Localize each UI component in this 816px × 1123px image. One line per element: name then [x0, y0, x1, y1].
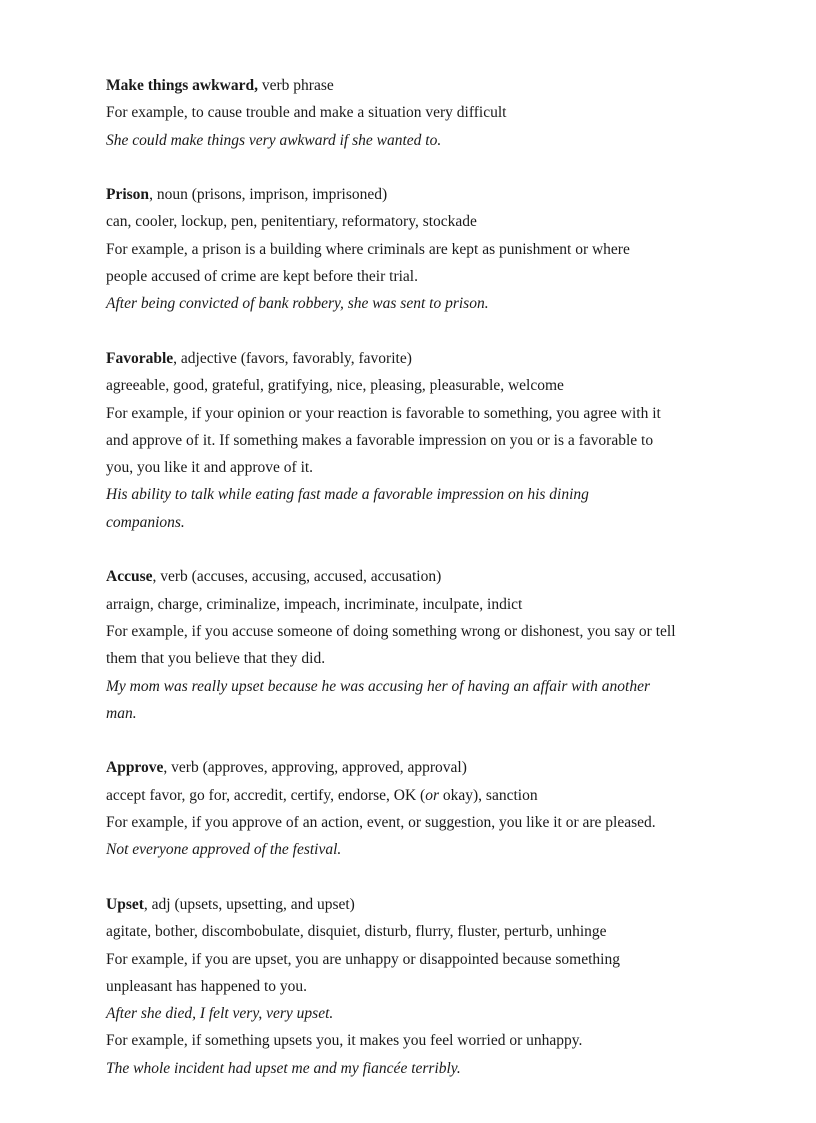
entry-part-of-speech: , noun (prisons, imprison, imprisoned): [149, 186, 388, 204]
entry-term: Favorable: [106, 349, 174, 367]
entry-example: She could make things very awkward if she wanted to.: [106, 131, 442, 149]
entry-heading: [106, 754, 726, 781]
entry-term: Accuse: [106, 568, 153, 586]
entry-upset: [106, 891, 726, 1082]
synonyms-part: okay), sanction: [439, 786, 538, 804]
entry-approve: [106, 754, 726, 863]
entry-definition: For example, if your opinion or your reaction is favorable to something, you agree with it: [106, 404, 661, 422]
entry-term: Upset: [106, 895, 144, 913]
entry-definition: unpleasant has happened to you.: [106, 977, 308, 995]
entry-heading: [106, 72, 726, 99]
entry-definition: For example, if you are upset, you are unhappy or disappointed because something: [106, 950, 620, 968]
entry-synonyms: agitate, bother, discombobulate, disquiet, disturb, flurry, fluster, perturb, unhinge: [106, 923, 607, 941]
entry-example: The whole incident had upset me and my fiancée terribly.: [106, 1059, 461, 1077]
synonyms-part: accept favor, go for, accredit, certify, endorse, OK (: [106, 786, 426, 804]
entry-term: Prison: [106, 186, 150, 204]
entry-definition: and approve of it. If something makes a favorable impression on you or is a favorable to: [106, 431, 654, 449]
entry-definition: you, you like it and approve of it.: [106, 459, 314, 477]
entry-prison: [106, 181, 726, 317]
entry-term: Make things awkward,: [106, 77, 259, 94]
entry-heading: [106, 563, 726, 590]
document-page: [106, 72, 726, 1109]
entry-example: companions.: [106, 513, 185, 531]
entry-definition: For example, if something upsets you, it makes you feel worried or unhappy.: [106, 1032, 583, 1050]
entry-favorable: [106, 345, 726, 536]
entry-synonyms: can, cooler, lockup, pen, penitentiary, reformatory, stockade: [106, 213, 477, 231]
entry-part-of-speech: , adjective (favors, favorably, favorite): [173, 349, 412, 367]
entry-definition: For example, if you accuse someone of doing something wrong or dishonest, you say or tell: [106, 622, 676, 640]
entry-definition: For example, to cause trouble and make a situation very difficult: [106, 104, 507, 122]
entry-term: Approve: [106, 759, 164, 777]
entry-heading: [106, 181, 726, 208]
entry-synonyms: arraign, charge, criminalize, impeach, incriminate, inculpate, indict: [106, 595, 523, 613]
entry-part-of-speech: verb phrase: [258, 77, 334, 94]
entry-synonyms: [106, 782, 726, 809]
synonyms-or: or: [425, 786, 440, 804]
entry-definition: For example, if you approve of an action, event, or suggestion, you like it or are pleased.: [106, 814, 656, 832]
entry-example: After being convicted of bank robbery, she was sent to prison.: [106, 295, 489, 313]
entry-heading: [106, 891, 726, 918]
entry-heading: [106, 345, 726, 372]
entry-example: My mom was really upset because he was accusing her of having an affair with another: [106, 677, 651, 695]
entry-make-things-awkward: [106, 72, 726, 154]
entry-example: Not everyone approved of the festival.: [106, 841, 342, 859]
entry-part-of-speech: , adj (upsets, upsetting, and upset): [143, 895, 355, 913]
entry-part-of-speech: , verb (approves, approving, approved, approval): [163, 759, 467, 777]
entry-accuse: [106, 563, 726, 727]
entry-example: man.: [106, 704, 137, 722]
entry-part-of-speech: , verb (accuses, accusing, accused, accusation): [152, 568, 442, 586]
entry-example: After she died, I felt very, very upset.: [106, 1005, 334, 1023]
entry-definition: people accused of crime are kept before their trial.: [106, 268, 418, 286]
entry-synonyms: agreeable, good, grateful, gratifying, nice, pleasing, pleasurable, welcome: [106, 377, 564, 395]
entry-example: His ability to talk while eating fast made a favorable impression on his dining: [106, 486, 589, 504]
entry-definition: For example, a prison is a building where criminals are kept as punishment or where: [106, 240, 630, 258]
entry-definition: them that you believe that they did.: [106, 650, 326, 668]
